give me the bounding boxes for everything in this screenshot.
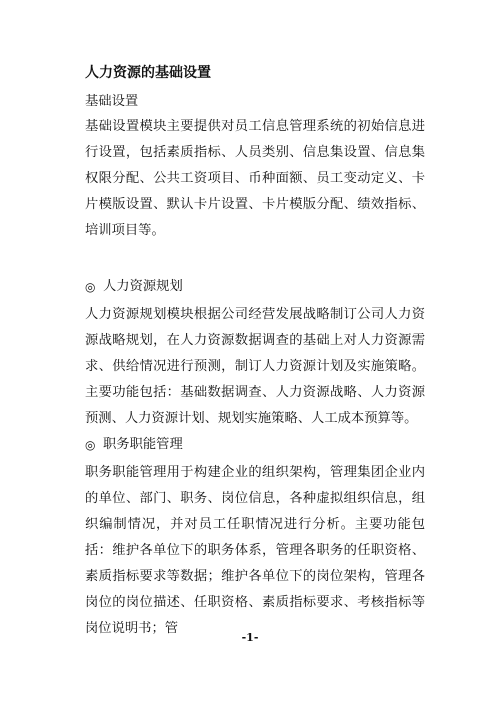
section-heading-label: 职务职能管理 — [103, 437, 183, 452]
hr-planning-paragraph: 人力资源规划模块根据公司经营发展战略制订公司人力资源战略规划，在人力资源数据调查的基础上对人力资源需求、供给情况进行预测，制订人力资源计划及实施策略。主要功能包括：基础数据调查、人力资源战略、人力资源预测、人力资源计划、规划实施策略、人工成本预算等。 — [85, 307, 425, 426]
section-subhead: 基础设置 — [85, 94, 139, 109]
paragraph-spacer — [85, 244, 425, 274]
section-heading-job-function — [85, 432, 425, 458]
intro-paragraph: 基础设置模块主要提供对员工信息管理系统的初始信息进行设置，包括素质指标、人员类别、信息集设置、信息集权限分配、公共工资项目、币种面额、员工变动定义、卡片模版设置、默认卡片设置、卡片模版分配、绩效指标、培训项目等。 — [85, 119, 425, 238]
bullet-icon: ◎ — [85, 280, 96, 294]
document-page — [85, 58, 425, 642]
document-title: 人力资源的基础设置 — [85, 65, 211, 81]
section-heading-hr-planning — [85, 274, 425, 300]
section-heading-label: 人力资源规划 — [103, 279, 183, 294]
job-function-paragraph: 职务职能管理用于构建企业的组织架构，管理集团企业内的单位、部门、职务、岗位信息，各种虚拟组织信息，组织编制情况，并对员工任职情况进行分析。主要功能包括：维护各单位下的职务体系，管理各职务的任职资格、素质指标要求等数据；维护各单位下的岗位架构，管理各岗位的岗位描述、任职资格、素质指标要求、考核指标等岗位说明书；管 — [85, 465, 425, 636]
bullet-icon: ◎ — [85, 438, 96, 452]
page-number: -1- — [241, 631, 259, 644]
